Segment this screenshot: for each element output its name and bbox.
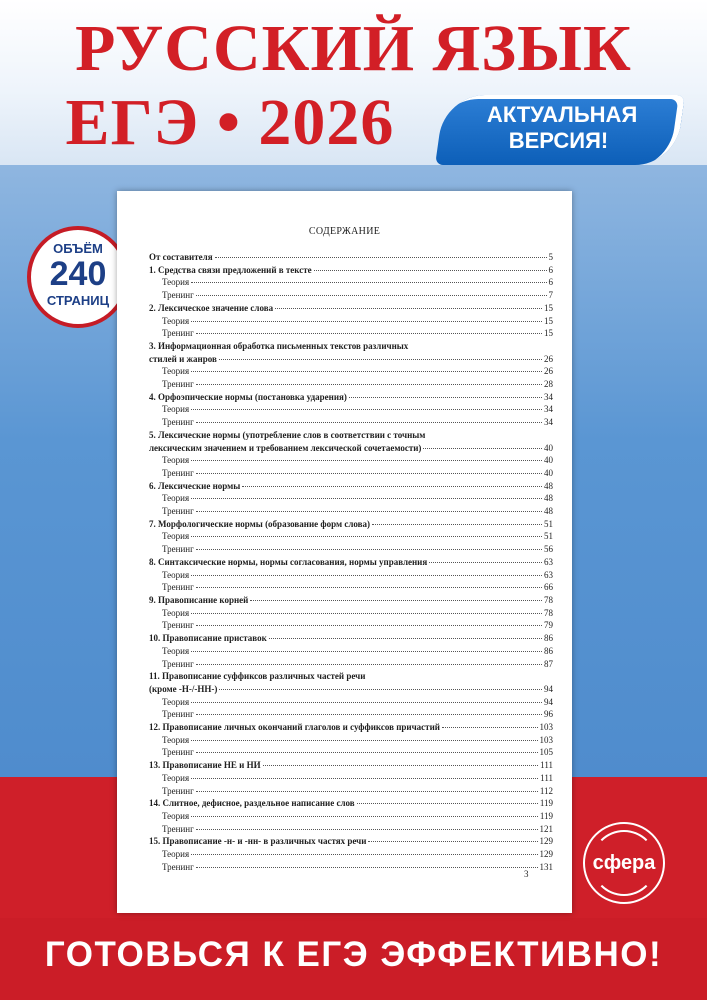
toc-entry-page: 5: [548, 252, 553, 262]
toc-entry-label: 11. Правописание суффиксов различных частей речи: [149, 671, 366, 682]
toc-leader-dots: [191, 371, 542, 372]
toc-subentry: [149, 315, 553, 328]
toc-entry-label: Теория: [162, 849, 190, 860]
toc-entry-label: От составителя: [149, 252, 213, 262]
toc-leader-dots: [196, 625, 542, 626]
toc-leader-dots: [196, 333, 542, 334]
toc-leader-dots: [349, 397, 542, 398]
toc-leader-dots: [191, 740, 537, 741]
toc-leader-dots: [242, 486, 542, 487]
toc-entry-label: 12. Правописание личных окончаний глаголов и суффиксов причастий: [149, 722, 440, 733]
toc-entry-label: 6. Лексические нормы: [149, 480, 241, 491]
toc-page: [117, 191, 572, 913]
toc-entry-label: Теория: [162, 696, 190, 707]
toc-leader-dots: [191, 651, 542, 652]
toc-list: [149, 251, 553, 873]
toc-entry-page: 26: [544, 366, 553, 377]
toc-entry-label: Теория: [162, 455, 190, 466]
toc-subentry: [149, 276, 553, 289]
toc-leader-dots: [219, 359, 542, 360]
toc-entry-label: Тренинг: [162, 467, 194, 478]
toc-entry-label: Тренинг: [162, 417, 194, 428]
toc-leader-dots: [423, 448, 542, 449]
toc-entry-label: Тренинг: [162, 544, 194, 555]
toc-entry-label: Тренинг: [162, 747, 194, 758]
toc-leader-dots: [196, 867, 538, 868]
toc-subentry: [149, 810, 553, 823]
toc-leader-dots: [196, 791, 538, 792]
toc-entry-page: 103: [539, 722, 553, 733]
toc-entry-page: 48: [544, 480, 553, 491]
toc-subentry: [149, 658, 553, 671]
toc-entry-page: 63: [544, 569, 553, 580]
toc-entry-label: Тренинг: [162, 290, 194, 301]
badge-line2: ВЕРСИЯ!: [508, 128, 609, 153]
toc-subentry: [149, 454, 553, 467]
toc-entry-page: 51: [544, 531, 553, 542]
toc-entry-label: Тренинг: [162, 785, 194, 796]
toc-entry: [149, 683, 553, 696]
toc-entry-page: 66: [544, 582, 553, 593]
toc-entry-page: 79: [544, 620, 553, 631]
toc-entry-page: 34: [544, 404, 553, 415]
toc-leader-dots: [196, 664, 542, 665]
actual-version-badge: [435, 95, 685, 165]
toc-entry: [149, 594, 553, 607]
toc-entry-label: 15. Правописание -н- и -нн- в различных частях речи: [149, 836, 367, 847]
toc-leader-dots: [191, 816, 538, 817]
toc-leader-dots: [191, 282, 546, 283]
toc-entry-page: 131: [539, 861, 553, 872]
toc-entry-label: Теория: [162, 404, 190, 415]
toc-entry-page: 34: [544, 417, 553, 428]
cover-title-line2: ЕГЭ • 2026: [65, 86, 395, 159]
toc-entry-page: 87: [544, 658, 553, 669]
toc-subentry: [149, 378, 553, 391]
toc-entry-label: 4. Орфоэпические нормы (постановка ударения): [149, 391, 347, 402]
toc-entry-label: Тренинг: [162, 709, 194, 720]
toc-leader-dots: [263, 765, 539, 766]
toc-entry-label: Теория: [162, 645, 190, 656]
toc-entry: [149, 480, 553, 493]
toc-entry-page: 51: [544, 518, 553, 529]
toc-subentry: [149, 403, 553, 416]
toc-entry-label: 8. Синтаксические нормы, нормы согласования, нормы управления: [149, 556, 428, 567]
toc-entry-page: 6: [548, 264, 553, 275]
toc-entry-page: 86: [544, 645, 553, 656]
toc-leader-dots: [196, 587, 542, 588]
toc-entry-page: 56: [544, 544, 553, 555]
toc-leader-dots: [191, 321, 542, 322]
toc-entry-page: 34: [544, 391, 553, 402]
toc-leader-dots: [196, 473, 542, 474]
toc-entry-label: Теория: [162, 734, 190, 745]
toc-entry-page: 111: [540, 760, 553, 771]
slogan: ГОТОВЬСЯ К ЕГЭ ЭФФЕКТИВНО!: [44, 935, 663, 974]
toc-entry: [149, 264, 553, 277]
toc-subentry: [149, 492, 553, 505]
toc-entry-page: 78: [544, 607, 553, 618]
toc-entry-page: 112: [539, 785, 553, 796]
toc-entry-label: стилей и жанров: [149, 353, 217, 364]
toc-entry-page: 15: [544, 328, 553, 339]
toc-entry-page: 40: [544, 467, 553, 478]
toc-entry: [149, 759, 553, 772]
toc-entry-label: лексическим значением и требованием лексической сочетаемости): [149, 442, 422, 453]
volume-unit: СТРАНИЦ: [46, 293, 110, 308]
toc-entry-label: 3. Информационная обработка письменных текстов различных: [149, 340, 409, 351]
toc-leader-dots: [191, 613, 542, 614]
toc-leader-dots: [429, 562, 542, 563]
toc-entry-page: 86: [544, 633, 553, 644]
toc-entry-label: Тренинг: [162, 506, 194, 517]
toc-subentry: [149, 416, 553, 429]
toc-subentry: [149, 581, 553, 594]
toc-subentry: [149, 734, 553, 747]
toc-entry-page: 119: [539, 798, 553, 809]
toc-entry-page: 96: [544, 709, 553, 720]
toc-leader-dots: [191, 854, 537, 855]
toc-subentry: [149, 619, 553, 632]
toc-leader-dots: [196, 422, 542, 423]
toc-subentry: [149, 746, 553, 759]
toc-leader-dots: [196, 295, 547, 296]
toc-subentry: [149, 772, 553, 785]
toc-entry-label: 14. Слитное, дефисное, раздельное написание слов: [149, 798, 355, 809]
toc-subentry: [149, 365, 553, 378]
toc-entry: [149, 670, 553, 683]
toc-leader-dots: [368, 841, 537, 842]
toc-entry-label: Теория: [162, 607, 190, 618]
toc-subentry: [149, 785, 553, 798]
toc-entry-page: 48: [544, 493, 553, 504]
toc-subentry: [149, 696, 553, 709]
page-number: 3: [524, 869, 529, 879]
toc-entry-page: 111: [540, 772, 553, 783]
toc-entry-label: 2. Лексическое значение слова: [149, 302, 274, 313]
toc-entry-label: Тренинг: [162, 328, 194, 339]
toc-subentry: [149, 530, 553, 543]
toc-entry-label: Теория: [162, 569, 190, 580]
toc-entry-label: Теория: [162, 772, 190, 783]
toc-entry-label: Тренинг: [162, 823, 194, 834]
toc-entry-label: 1. Средства связи предложений в тексте: [149, 264, 312, 275]
toc-leader-dots: [372, 524, 542, 525]
toc-leader-dots: [196, 714, 542, 715]
toc-entry: [149, 721, 553, 734]
toc-entry: [149, 556, 553, 569]
toc-subentry: [149, 861, 553, 874]
toc-leader-dots: [191, 460, 542, 461]
toc-subentry: [149, 505, 553, 518]
toc-entry-label: Тренинг: [162, 658, 194, 669]
toc-entry: [149, 391, 553, 404]
toc-entry-page: 26: [544, 353, 553, 364]
toc-entry: [149, 797, 553, 810]
toc-entry-label: Теория: [162, 493, 190, 504]
toc-entry-page: 15: [544, 315, 553, 326]
toc-leader-dots: [275, 308, 542, 309]
toc-entry-label: Теория: [162, 366, 190, 377]
toc-entry-page: 105: [539, 747, 553, 758]
toc-entry-label: Тренинг: [162, 379, 194, 390]
toc-entry-label: 13. Правописание НЕ и НИ: [149, 760, 261, 771]
toc-entry-label: 9. Правописание корней: [149, 594, 249, 605]
toc-entry: [149, 835, 553, 848]
toc-subentry: [149, 823, 553, 836]
toc-entry-page: 15: [544, 302, 553, 313]
toc-entry-label: Теория: [162, 810, 190, 821]
toc-subentry: [149, 569, 553, 582]
toc-entry-page: 63: [544, 556, 553, 567]
toc-leader-dots: [196, 549, 542, 550]
toc-entry-page: 28: [544, 379, 553, 390]
toc-entry-label: 5. Лексические нормы (употребление слов в соответствии с точным: [149, 429, 426, 440]
toc-subentry: [149, 289, 553, 302]
toc-entry-label: (кроме -Н-/-НН-): [149, 683, 218, 694]
toc-entry-page: 40: [544, 442, 553, 453]
toc-entry-page: 7: [548, 290, 553, 301]
toc-entry-label: 7. Морфологические нормы (образование форм слова): [149, 518, 371, 529]
toc-leader-dots: [196, 511, 542, 512]
toc-leader-dots: [442, 727, 538, 728]
badge-line1: АКТУАЛЬНАЯ: [486, 102, 638, 127]
toc-leader-dots: [196, 829, 538, 830]
toc-entry-page: 94: [544, 683, 553, 694]
toc-entry-page: 103: [539, 734, 553, 745]
toc-entry-label: Теория: [162, 277, 190, 288]
volume-badge: [27, 226, 129, 328]
toc-entry: [149, 340, 553, 353]
toc-leader-dots: [191, 498, 542, 499]
toc-leader-dots: [191, 536, 542, 537]
toc-leader-dots: [219, 689, 542, 690]
toc-leader-dots: [357, 803, 538, 804]
toc-subentry: [149, 645, 553, 658]
toc-leader-dots: [191, 409, 542, 410]
toc-entry: [149, 429, 553, 442]
toc-entry-label: 10. Правописание приставок: [149, 633, 267, 644]
toc-entry-page: 78: [544, 594, 553, 605]
toc-entry: [149, 353, 553, 366]
toc-leader-dots: [191, 778, 538, 779]
toc-leader-dots: [196, 752, 538, 753]
toc-entry: [149, 632, 553, 645]
volume-number: 240: [49, 255, 107, 293]
toc-leader-dots: [191, 702, 542, 703]
toc-subentry: [149, 607, 553, 620]
toc-entry-page: 129: [539, 836, 553, 847]
toc-leader-dots: [215, 257, 547, 258]
toc-leader-dots: [191, 575, 542, 576]
cover-title-line1: РУССКИЙ ЯЗЫК: [75, 12, 632, 85]
toc-entry-label: Тренинг: [162, 861, 194, 872]
toc-entry-page: 94: [544, 696, 553, 707]
toc-entry-page: 48: [544, 506, 553, 517]
toc-subentry: [149, 848, 553, 861]
toc-entry: [149, 518, 553, 531]
toc-leader-dots: [196, 384, 542, 385]
toc-leader-dots: [314, 270, 547, 271]
toc-entry-label: Теория: [162, 315, 190, 326]
toc-entry-page: 40: [544, 455, 553, 466]
toc-subentry: [149, 708, 553, 721]
volume-label: ОБЪЁМ: [53, 241, 103, 256]
toc-entry-page: 6: [548, 277, 553, 288]
toc-entry-page: 129: [539, 849, 553, 860]
publisher-logo: [583, 822, 665, 904]
toc-entry-page: 119: [539, 810, 553, 821]
toc-subentry: [149, 543, 553, 556]
toc-title: СОДЕРЖАНИЕ: [308, 226, 381, 237]
toc-entry-label: Теория: [162, 531, 190, 542]
toc-entry-page: 121: [539, 823, 553, 834]
toc-subentry: [149, 327, 553, 340]
toc-entry: [149, 251, 553, 264]
toc-entry-label: Тренинг: [162, 620, 194, 631]
publisher-logo-text: сфера: [592, 852, 656, 874]
toc-subentry: [149, 467, 553, 480]
toc-entry-label: Тренинг: [162, 582, 194, 593]
toc-leader-dots: [269, 638, 542, 639]
toc-leader-dots: [250, 600, 542, 601]
toc-entry: [149, 442, 553, 455]
toc-entry: [149, 302, 553, 315]
